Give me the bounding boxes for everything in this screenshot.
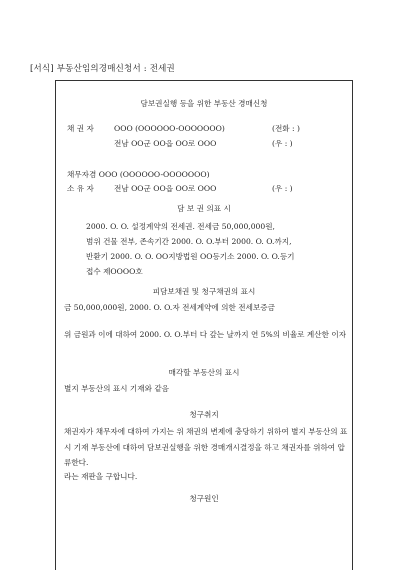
collateral-line: 2000. O. O. 설정계약의 전세권. 전세금 50,000,000원, <box>86 222 275 231</box>
document-frame <box>55 80 353 570</box>
property-description: 별지 부동산의 표시 기재와 같음 <box>64 384 170 393</box>
creditor-address: 전남 OO군 OO읍 OO로 OOO <box>114 139 217 148</box>
collateral-line: 접수 제OOOO호 <box>86 267 143 276</box>
collateral-line: 반환기 2000. O. O. OO지방법원 OO등기소 2000. O. O.등기 <box>86 252 295 261</box>
creditor-phone: (전화 : ) <box>272 124 300 133</box>
owner-label: 소 유 자 <box>67 184 94 193</box>
owner-address: 전남 OO군 OO읍 OO로 OOO <box>114 184 217 193</box>
document-title: 담보권실행 등을 위한 부동산 경매신청 <box>140 99 268 108</box>
claim-interest: 위 금원과 이에 대하여 2000. O. O.부터 다 갚는 날까지 연 5%의 비율로 계산한 이자 <box>64 330 347 339</box>
claim-amount: 금 50,000,000원, 2000. O. O.자 전세계약에 의한 전세보증금 <box>64 303 275 312</box>
purpose-closing: 라는 재판을 구합니다. <box>64 472 138 481</box>
claim-heading: 피담보채권 및 청구채권의 표시 <box>152 287 256 296</box>
purpose-heading: 청구취지 <box>189 410 219 419</box>
form-type-label: [서식] 부동산임의경매신청서 : 전세권 <box>30 64 175 74</box>
collateral-heading: 담 보 권 의표 시 <box>177 204 231 213</box>
property-heading: 매각할 부동산의 표시 <box>168 368 240 377</box>
collateral-line: 범위 건물 전부, 존속기간 2000. O. O.부터 2000. O. O.까지, <box>86 237 292 246</box>
cause-heading: 청구원인 <box>189 494 219 503</box>
creditor-label: 채 권 자 <box>67 124 94 133</box>
debtor-id: 채무자겸 OOO (OOOOOO-OOOOOOO) <box>67 170 210 179</box>
owner-postal: (우 : ) <box>272 184 293 193</box>
purpose-body: 채권자가 채무자에 대하여 가지는 위 채권의 변제에 충당하기 위하여 별지 부동산의 표시 기재 부동산에 대하여 담보권실행을 위한 경매개시결정을 하고 채권자를 위하여 압류한다. <box>64 427 348 467</box>
creditor-postal: (우 : ) <box>272 139 293 148</box>
creditor-id: OOO (OOOOOO-OOOOOOO) <box>114 124 225 133</box>
